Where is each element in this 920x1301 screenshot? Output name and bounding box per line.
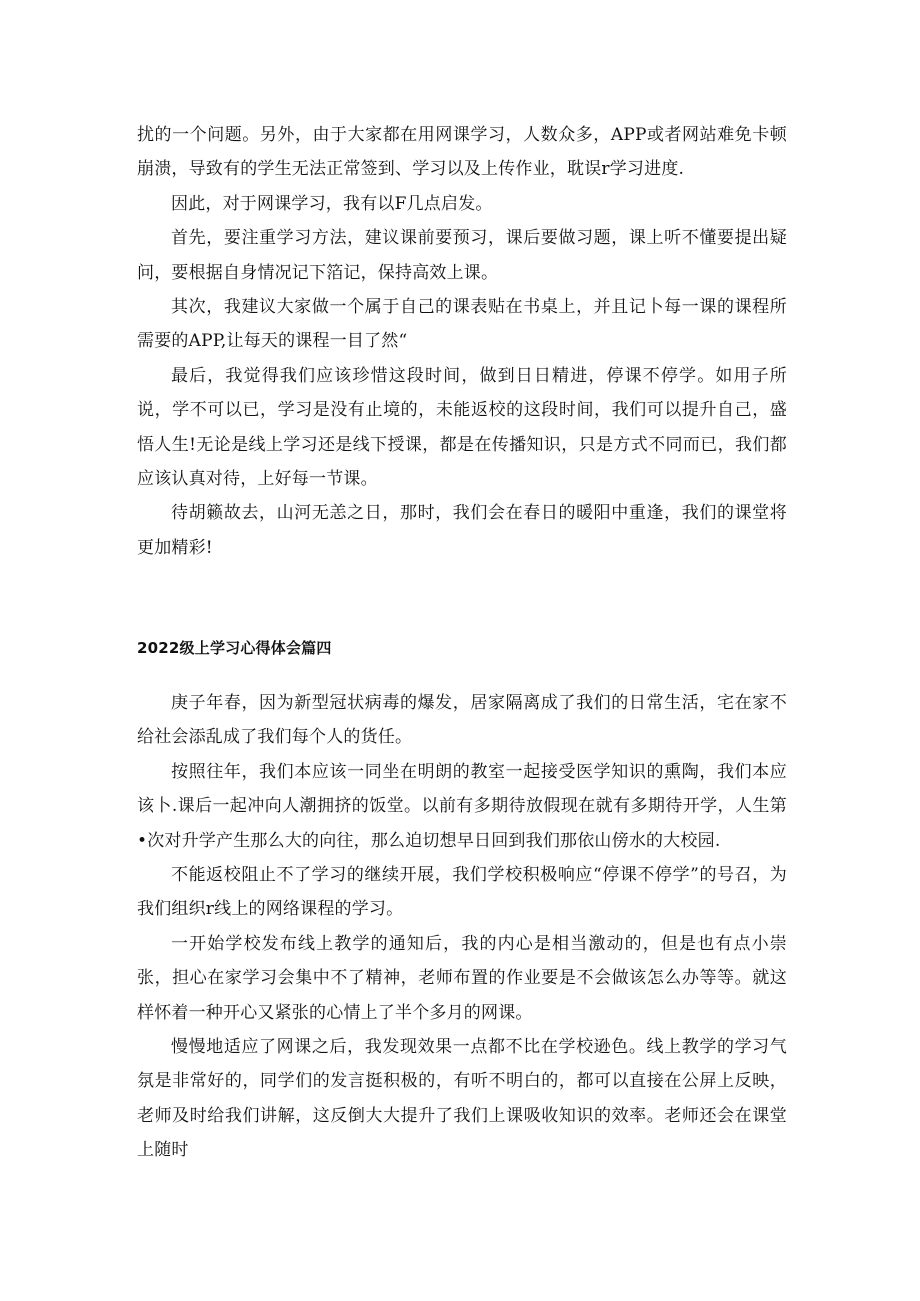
paragraph: 庚子年春，因为新型冠状病毒的爆发，居家隔离成了我们的日常生活，宅在家不给社会添乱成了我们每个人的货任。 xyxy=(137,693,787,748)
section-heading: 2022级上学习心得体会篇四 xyxy=(137,639,332,657)
paragraph: 因此，对于网课学习，我有以F几点启发。 xyxy=(171,193,493,214)
paragraph: 其次，我建议大家做一个属于自己的课表贴在书桌上，并且记卜每一课的课程所需要的APP,让每天的课程一目了然“ xyxy=(137,297,787,352)
paragraph: 待胡籁故去，山河无恙之日，那时，我们会在春日的暖阳中重逢，我们的课堂将更加精彩! xyxy=(137,503,787,558)
essay-section-three-tail xyxy=(137,118,787,565)
paragraph: 按照往年，我们本应该一同坐在明朗的教室一起接受医学知识的熏陶，我们本应该卜.课后一起冲向人潮拥挤的饭堂。以前有多期待放假现在就有多期待开学，人生第•次对升学产生那么大的向往，那么迫切想早日回到我们那依山傍水的大校园. xyxy=(137,761,787,851)
paragraph: 不能返校阻止不了学习的继续开展，我们学校积极响应“停课不停学”的号召，为我们组织r线上的网络课程的学习。 xyxy=(137,865,787,920)
paragraph: 最后，我觉得我们应该珍惜这段时间，做到日日精进，停课不停学。如用子所说，学不可以已，学习是没有止境的，未能返校的这段时间，我们可以提升自己，盛悟人生!无论是线上学习还是线下授课，都是在传播知识，只是方式不同而已，我们都应该认真对待，上好每一节课。 xyxy=(137,365,787,490)
paragraph: 首先，要注重学习方法，建议课前要预习，课后要做习题，课上听不懂要提出疑问，要根据自身情况记下箔记，保持高效上课。 xyxy=(137,228,787,283)
paragraph: 慢慢地适应了网课之后，我发现效果一点都不比在学校逊色。线上教学的学习气氛是非常好的，同学们的发言挺积极的，有听不明白的，都可以直接在公屏上反映，老师及时给我们讲解，这反倒大大提升了我们上课吸收知识的效率。老师还会在课堂上随时 xyxy=(137,1037,787,1161)
paragraph: 扰的一个问题。另外，由于大家都在用网课学习，人数众多，APP或者网站难免卡顿崩溃，导致有的学生无法正常签到、学习以及上传作业，耽误r学习进度. xyxy=(137,125,787,180)
paragraph: 一开始学校发布线上教学的通知后，我的内心是相当激动的，但是也有点小崇张，担心在家学习会集中不了精神，老师布置的作业要是不会做该怎么办等等。就这样怀着一种开心又紧张的心情上了半个多月的网课。 xyxy=(137,933,787,1023)
essay-section-four xyxy=(137,686,787,1168)
